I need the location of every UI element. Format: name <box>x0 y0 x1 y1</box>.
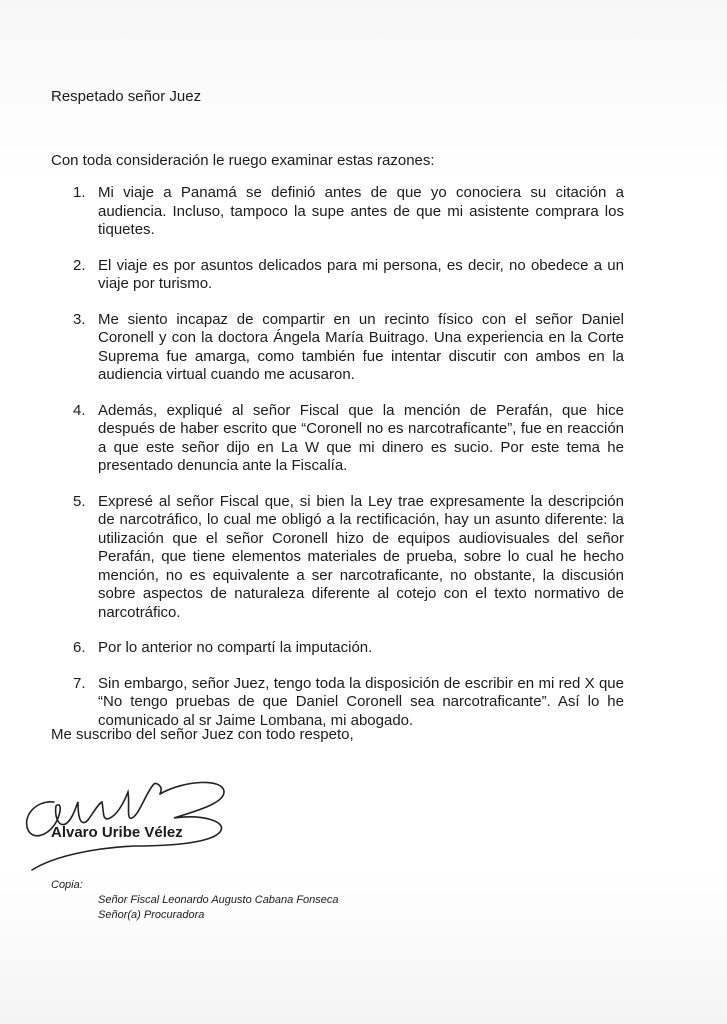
item-text: Expresé al señor Fiscal que, si bien la Ley trae expresamente la descripción de narcotráfico, lo cual me obligó a la rectificación, hay un asunto diferente: la utilización que el señor Coronell hizo de equipos audiovisuales del señor Perafán, que tiene elementos materiales de prueba, sobre lo cual he hecho mención, no es equivalente a ser narcotraficante, no obstante, la discusión sobre aspectos de naturaleza diferente al cotejo con el texto normativo de narcotráfico. <box>98 492 624 621</box>
item-text: Me siento incapaz de compartir en un recinto físico con el señor Daniel Coronell y con la doctora Ángela María Buitrago. Una experiencia en la Corte Suprema fue amarga, como también fue intentar discutir con ambos en la audiencia virtual cuando me acusaron. <box>98 310 624 383</box>
list-item <box>51 311 624 385</box>
copy-label: Copia: <box>51 879 83 891</box>
item-text: Además, expliqué al señor Fiscal que la mención de Perafán, que hice después de haber escrito que “Coronell no es narcotraficante”, fue en reacción a que este señor dijo en La W que mi dinero es sucio. Por este tema he presentado denuncia ante la Fiscalía. <box>98 401 624 474</box>
item-number: 1. <box>73 184 86 201</box>
item-number: 5. <box>73 492 86 510</box>
reasons-list <box>51 184 624 747</box>
cc-recipient: Señor(a) Procuradora <box>98 909 205 921</box>
list-item <box>51 402 624 476</box>
item-number: 6. <box>73 639 86 656</box>
list-item <box>51 675 624 731</box>
item-number: 2. <box>73 256 86 274</box>
intro-line: Con toda consideración le ruego examinar estas razones: <box>51 152 435 169</box>
item-text: El viaje es por asuntos delicados para mi persona, es decir, no obedece a un viaje por turismo. <box>98 256 624 292</box>
item-text: Mi viaje a Panamá se definió antes de que yo conociera su citación a audiencia. Incluso, tampoco la supe antes de que mi asistente comprara los tiquetes. <box>98 184 624 238</box>
item-text: Sin embargo, señor Juez, tengo toda la disposición de escribir en mi red X que “No tengo pruebas de que Daniel Coronell sea narcotraficante”. Así lo he comunicado al sr Jaime Lombana, mi abogado. <box>98 674 624 729</box>
list-item <box>51 639 624 658</box>
greeting: Respetado señor Juez <box>51 88 202 105</box>
signer-name: Alvaro Uribe Vélez <box>51 824 183 841</box>
item-number: 4. <box>73 401 86 419</box>
cc-recipient: Señor Fiscal Leonardo Augusto Cabana Fonseca <box>98 894 339 906</box>
list-item <box>51 493 624 623</box>
item-number: 3. <box>73 310 86 328</box>
list-item <box>51 257 624 294</box>
closing-line: Me suscribo del señor Juez con todo respeto, <box>51 726 354 743</box>
list-item <box>51 184 624 240</box>
item-text: Por lo anterior no compartí la imputación. <box>98 639 373 656</box>
handwritten-signature <box>14 772 244 872</box>
item-number: 7. <box>73 674 86 692</box>
